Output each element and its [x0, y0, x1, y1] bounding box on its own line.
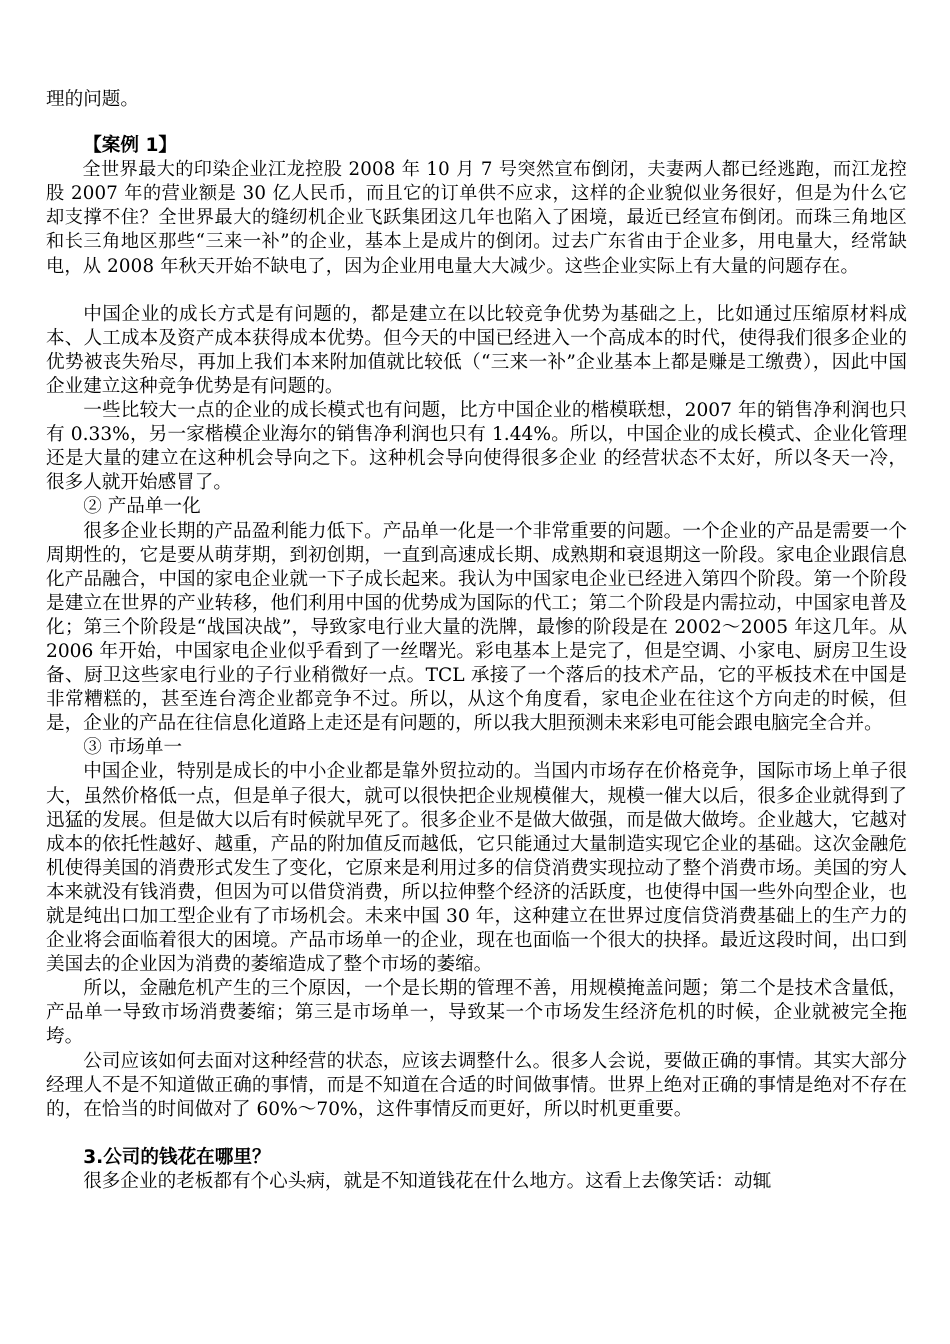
paragraph-money: 很多企业的老板都有个心头病，就是不知道钱花在什么地方。这看上去像笑话：动辄	[83, 1170, 772, 1192]
subheading-product: ② 产品单一化	[83, 496, 201, 518]
subheading-market: ③ 市场单一	[83, 737, 183, 759]
case-paragraph: 全世界最大的印染企业江龙控股 2008 年 10 月 7 号突然宣布倒闭，夫妻两人都已经逃跑，而江龙控股 2007 年的营业额是 30 亿人民币，而且它的订单供不应求，这样的企业貌似业务很好，但是为什么它却支撑不住？全世界最大的缝纫机企业飞跃集团这几年也陷入了困境，最近已经宣布倒闭。而珠三角地区和长三角地区那些“三来一补”的企业，基本上是成片的倒闭。过去广东省由于企业多，用电量大，经常缺电，从 2008 年秋天开始不缺电了，因为企业用电量大大减少。这些企业实际上有大量的问题存在。	[46, 159, 907, 277]
paragraph-product: 很多企业长期的产品盈利能力低下。产品单一化是一个非常重要的问题。一个企业的产品是需要一个周期性的，它是要从萌芽期，到初创期，一直到高速成长期、成熟期和衰退期这一阶段。家电企业跟信息化产品融合，中国的家电企业就一下子成长起来。我认为中国家电企业已经进入第四个阶段。第一个阶段是建立在世界的产业转移，他们利用中国的优势成为国际的代工；第二个阶段是内需拉动，中国家电普及化；第三个阶段是“战国决战”，导致家电行业大量的洗牌，最惨的阶段是在 2002～2005 年这几年。从 2006 年开始，中国家电企业似乎看到了一丝曙光。彩电基本上是完了，但是空调、小家电、厨房卫生设备、厨卫这些家电行业的子行业稍微好一点。TCL 承接了一个落后的技术产品，它的平板技术在中国是非常糟糕的，甚至连台湾企业都竞争不过。所以，从这个角度看，家电企业在往这个方向走的时候，但是，企业的产品在往信息化道路上走还是有问题的，所以我大胆预测未来彩电可能会跟电脑完全合并。	[46, 520, 907, 735]
section-heading-money: 3.公司的钱花在哪里？	[83, 1146, 271, 1168]
paragraph-market: 中国企业，特别是成长的中小企业都是靠外贸拉动的。当国内市场存在价格竞争，国际市场上单子很大，虽然价格低一点，但是单子很大，就可以很快把企业规模催大，规模一催大以后，很多企业就得到了迅猛的发展。但是做大以后有时候就早死了。很多企业不是做大做强，而是做大做垮。企业越大，它越对成本的依托性越好、越重，产品的附加值反而越低，它只能通过大量制造实现它企业的基础。这次金融危机使得美国的消费形式发生了变化，它原来是利用过多的信贷消费实现拉动了整个消费市场。美国的穷人本来就没有钱消费，但因为可以借贷消费，所以拉伸整个经济的活跃度，也使得中国一些外向型企业，也就是纯出口加工型企业有了市场机会。未来中国 30 年，这种建立在世界过度信贷消费基础上的生产力的企业将会面临着很大的困境。产品市场单一的企业，现在也面临一个很大的抉择。最近这段时间，出口到美国去的企业因为消费的萎缩造成了整个市场的萎缩。	[46, 761, 907, 976]
paragraph-growth-method: 中国企业的成长方式是有问题的，都是建立在以比较竞争优势为基础之上，比如通过压缩原材料成本、人工成本及资产成本获得成本优势。但今天的中国已经进入一个高成本的时代，使得我们很多企业的优势被丧失殆尽，再加上我们本来附加值就比较低（“三来一补”企业基本上都是赚是工缴费），因此中国企业建立这种竞争优势是有问题的。	[46, 303, 907, 397]
case-heading: 【案例 1】	[83, 135, 177, 157]
paragraph-timing: 公司应该如何去面对这种经营的状态，应该去调整什么。很多人会说，要做正确的事情。其实大部分经理人不是不知道做正确的事情，而是不知道在合适的时间做事情。世界上绝对正确的事情是绝对不存在的，在恰当的时间做对了 60%～70%，这件事情反而更好，所以时机更重要。	[46, 1050, 907, 1120]
paragraph-reasons: 所以，金融危机产生的三个原因，一个是长期的管理不善，用规模掩盖问题；第二个是技术含量低，产品单一导致市场消费萎缩；第三是市场单一，导致某一个市场发生经济危机的时候，企业就被完全拖垮。	[46, 978, 907, 1048]
paragraph-continuation: 理的问题。	[46, 89, 139, 110]
paragraph-growth-model: 一些比较大一点的企业的成长模式也有问题，比方中国企业的楷模联想，2007 年的销售净利润也只有 0.33%，另一家楷模企业海尔的销售净利润也只有 1.44%。所以，中国企业的成长模式、企业化管理还是大量的建立在这种机会导向之下。这种机会导向使得很多企业 的经营状态不太好，所以冬天一冷，很多人就开始感冒了。	[46, 400, 907, 494]
